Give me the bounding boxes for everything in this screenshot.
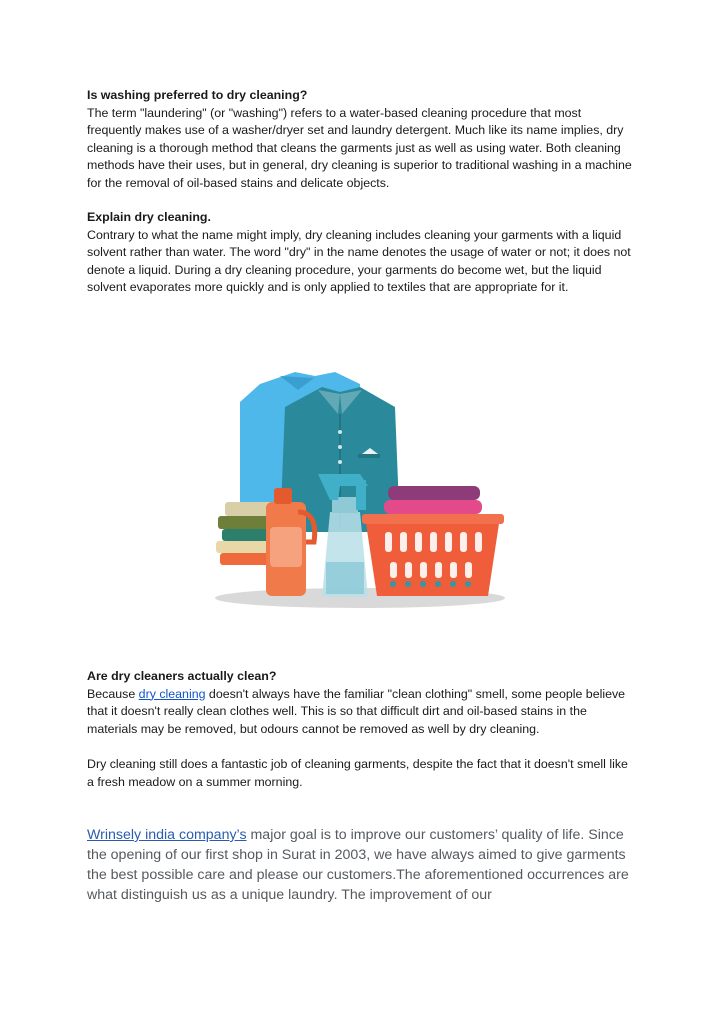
company-link[interactable]: Wrinsely india company’s xyxy=(87,827,247,843)
section-heading: Explain dry cleaning. xyxy=(87,210,211,224)
section-paragraph: Contrary to what the name might imply, dry cleaning includes cleaning your garments with a liquid solvent rather than water. The word "dry" in the name denotes the usage of water or not; it does not denote a liquid. During a dry cleaning procedure, your garments do become wet, but the liquid solvent evaporates more quickly and is only applied to textiles that are appropriate for it. xyxy=(87,227,631,295)
section-explain-dry-cleaning xyxy=(87,209,637,297)
section-paragraph xyxy=(87,686,637,739)
laundry-basket-shape xyxy=(365,517,500,596)
section-heading: Is washing preferred to dry cleaning? xyxy=(87,88,308,102)
laundry-illustration xyxy=(210,362,520,612)
paragraph-text: Because xyxy=(87,686,139,701)
company-paragraph xyxy=(87,825,637,905)
section-paragraph: Dry cleaning still does a fantastic job of cleaning garments, despite the fact that it doesn't smell like a fresh meadow on a summer morning. xyxy=(87,756,628,789)
basket-clothes-shape xyxy=(388,486,480,500)
company-text: major goal is to improve our customers’ quality of life. Since the opening of our first shop in Surat in 2003, we have always aimed to give garments the best possible care and please our customers.The aforementioned occurrences are what distinguish us as a unique laundry. The improvement of our xyxy=(87,827,629,903)
section-are-dry-cleaners-clean xyxy=(87,668,637,791)
dry-cleaning-link[interactable]: dry cleaning xyxy=(138,686,206,701)
section-heading: Are dry cleaners actually clean? xyxy=(87,669,277,683)
section-paragraph: The term "laundering" (or "washing") refers to a water-based cleaning procedure that most frequently makes use of a washer/dryer set and laundry detergent. Much like its name implies, dry cleaning is a thorough method that cleans the garments just as well as using water. Both cleaning methods have their uses, but in general, dry cleaning is superior to traditional washing in a machine for the removal of oil-based stains and delicate objects. xyxy=(87,105,632,190)
section-washing-vs-dry-cleaning xyxy=(87,87,637,193)
paragraph-text: doesn't always have the familiar "clean clothing" smell, some people believe that it doesn't really clean clothes well. This is so that difficult dirt and oil-based stains in the materials may be removed, but odours cannot be removed as well by dry cleaning. xyxy=(87,686,626,736)
